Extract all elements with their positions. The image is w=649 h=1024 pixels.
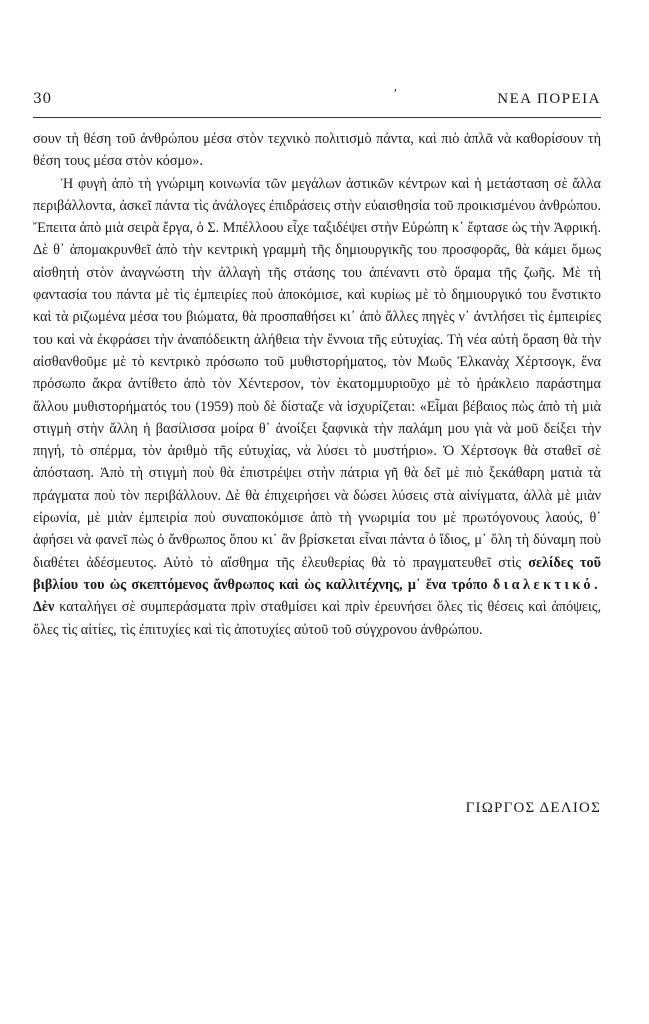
article-body	[33, 128, 601, 641]
header-mark: ʼ	[393, 87, 397, 101]
bold-phrase: σελίδες τοῦ βιβλίου του ὡς σκεπτόμενος ἄνθρωπος καὶ ὡς καλλιτέχνης, μ᾽ ἕνα τρόπο	[33, 554, 602, 593]
page-number: 30	[33, 91, 52, 107]
paragraph-main-end: καταλήγει σὲ συμπεράσματα πρὶν σταθμίσει καὶ πρὶν ἐρευνήσει ὅλες τὶς θέσεις καὶ ἀπόψεις, ὅλες τὶς αἰτίες, τὶς ἐπιτυχίες καὶ τὶς ἀποτυχίες αὐτοῦ τοῦ σύγχρονου ἀνθρώπου.	[33, 599, 601, 638]
paragraph-main	[33, 173, 601, 641]
paragraph-main-text: Ἡ φυγὴ ἀπὸ τὴ γνώριμη κοινωνία τῶν μεγάλων ἀστικῶν κέντρων καὶ ἡ μετάσταση σὲ ἄλλα περιβάλλοντα, ἀσκεῖ πάντα τὶς ἀνάλογες ἐπιδράσεις στὴν εὐαισθησία τοῦ προικισμένου ἀνθρώπου. Ἔπειτα ἀπὸ μιὰ σειρὰ ἔργα, ὁ Σ. Μπέλλοου εἶχε ταξιδέψει στὴν Εὐρώπη κ᾽ ἔφτασε ὡς τὴν Ἀφρική. Δὲ θ᾽ ἀπομακρυνθεῖ ἀπὸ τὴν κεντρικὴ γραμμὴ τῆς δημιουργικῆς του προσφορᾶς, θὰ κάμει ὅμως αἰσθητὴ στὸν ἀναγνώστη τὴν ἀλλαγὴ τῆς στάσης του ἀπέναντι στὸ ὅραμα τῆς ζωῆς. Μὲ τὴ φαντασία του πάντα μὲ τὶς ἐμπειρίες ποὺ ἀποκόμισε, καὶ κυρίως μὲ τὸ δημιουργικό του ἔνστικτο καὶ τὰ ριζωμένα μέσα του βιώματα, θὰ προσπαθήσει κι᾽ ἀπὸ ἄλλες πηγὲς ν᾽ ἀντλήσει τὶς ἐμπειρίες του καὶ νὰ ἐκφράσει τὴν ἀναπόδεικτη ἀλήθεια τὴν ἔννοια τῆς εὐτυχίας. Τὴ νέα αὐτὴ ὅραση θὰ τὴν αἰσθανθοῦμε μὲ τὸ κεντρικὸ πρόσωπο τοῦ μυθιστορήματος, τὸν Μωῦς Ἐλκανὰχ Χέρτσογκ, ἕνα πρόσωπο ἄκρα ἀντίθετο ἀπὸ τὸν Χέντερσον, τὸν ἑκατομμυριοῦχο μὲ τὸ ἡράκλειο παράστημα ἄλλου μυθιστορήματός του (1959) ποὺ δὲ δίσταζε νὰ ἰσχυρίζεται: «Εἶμαι βέβαιος πὼς ἀπὸ τὴ μιὰ στιγμὴ στὴν ἄλλη ἡ βασίλισσα μοίρα θ᾽ ἀνοίξει ξαφνικὰ τὴν παλάμη μου γιὰ νὰ μοῦ δείξει τὴν πηγή, τὸ σπέρμα, τὸν ἀριθμὸ τῆς εὐτυχίας, νὰ λύσει τὸ μυστήριο». Ὁ Χέρτσογκ θὰ σταθεῖ σὲ ἀπόσταση. Ἀπὸ τὴ στιγμὴ ποὺ θὰ ἐπιστρέψει στὴν πάτρια γῆ θὰ δεῖ μὲ πιὸ ξεκάθαρη ματιὰ τὰ πράγματα ποὺ τὸν περιβάλλουν. Δὲ θὰ ἐπιχειρήσει νὰ δώσει λύσεις στὰ αἰνίγματα, ἀλλὰ μὲ μιὰν εἰρωνία, μὲ μιὰν ἐμπειρία ποὺ συναποκόμισε ἀπὸ τὴ γνωριμία του μὲ πρωτόγονους λαούς, θ᾽ ἀφήσει νὰ φανεῖ πὼς ὁ ἄνθρωπος ὅπου κι᾽ ἂν βρίσκεται εἶναι πάντα ὁ ἴδιος, μ᾽ ὅλη τὴ δύναμη ποὺ διαθέτει ἀδέσμευτος. Αὐτὸ τὸ αἴσθημα τῆς ἐλευθερίας θὰ τὸ πραγματευθεῖ στὶς	[33, 175, 601, 571]
header-rule	[33, 117, 601, 118]
author-signature: ΓΙΩΡΓΟΣ ΔΕΛΙΟΣ	[465, 800, 601, 816]
spaced-emphasis: διαλεκτικό.	[492, 576, 602, 593]
paragraph-continuation: σουν τὴ θέση τοῦ ἀνθρώπου μέσα στὸν τεχνικὸ πολιτισμὸ πάντα, καὶ πιὸ ἁπλᾶ νὰ καθορίσουν τὴ θέση τους μέσα στὸν κόσμο».	[33, 131, 601, 170]
running-title: ΝΕΑ ΠΟΡΕΙΑ	[497, 91, 601, 107]
page-header	[33, 87, 601, 113]
bold-word: Δὲν	[33, 599, 55, 616]
